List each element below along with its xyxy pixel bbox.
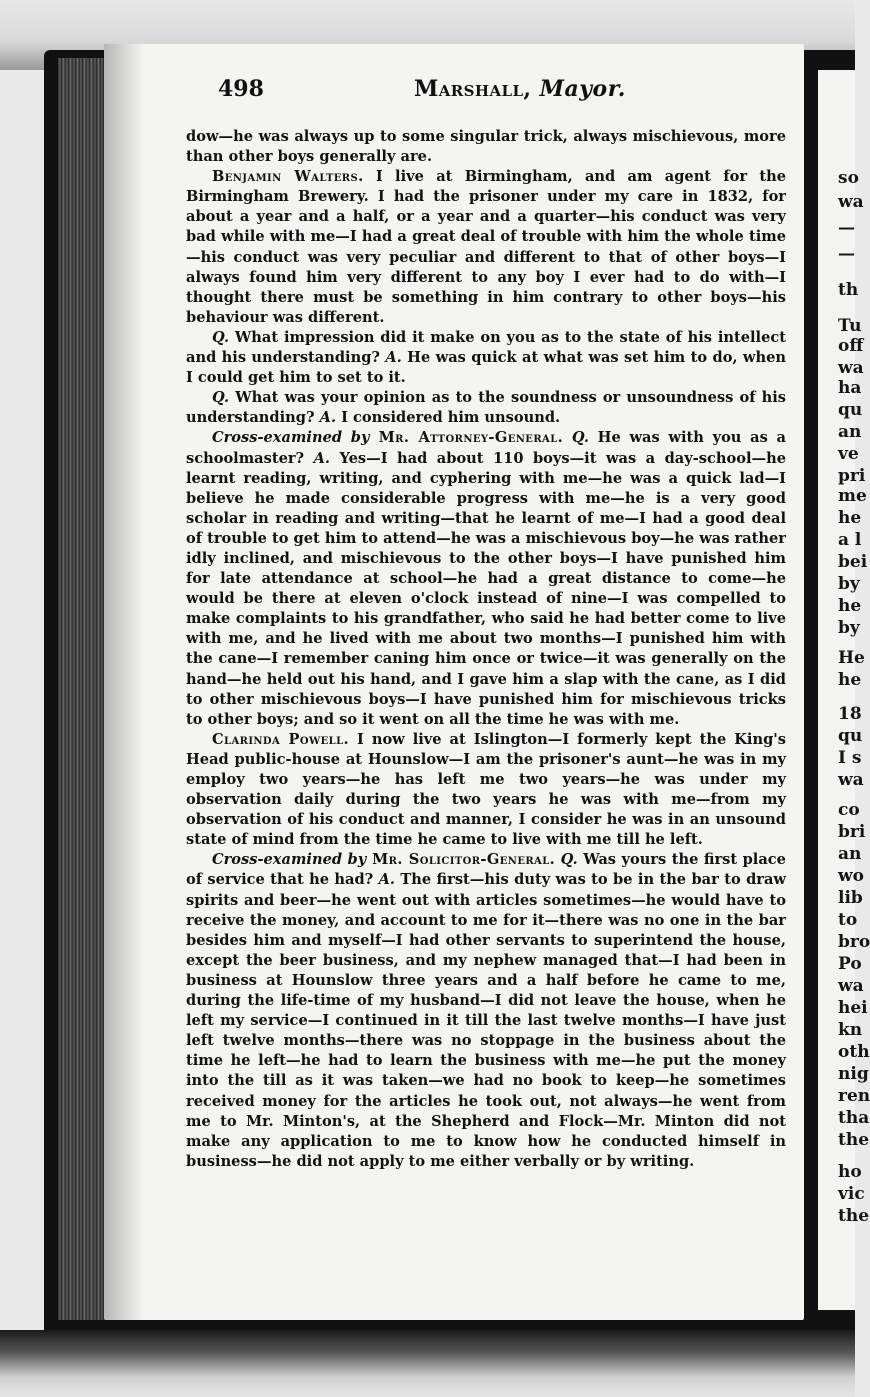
- running-head-title: Mayor.: [539, 76, 626, 102]
- facing-page-fragment: 18: [838, 704, 862, 724]
- facing-page-fragment: co: [838, 800, 860, 820]
- italic-text: A.: [378, 871, 395, 889]
- facing-page-fragment: wa: [838, 192, 864, 212]
- facing-page-fragment: qu: [838, 400, 863, 420]
- facing-page-fragment: ha: [838, 378, 862, 398]
- text-run: I now live at Islington—I formerly kept the King's Head public-house at Hounslow—I am the prisoner's aunt—he was in my employ two years—he has left me two years—he was under my observation daily during the two years he was with me—from my observation of his conduct and manner, I consider he was in an unsound state of mind from the time he came to live with me till he left.: [186, 730, 786, 849]
- facing-page-fragment: nig: [838, 1064, 869, 1084]
- italic-text: Q.: [560, 851, 578, 869]
- running-head-name: Marshall,: [414, 76, 532, 102]
- paragraph-p5: [186, 428, 786, 729]
- text-run: Was yours the first place of service that he had?: [186, 851, 786, 889]
- speaker-name: Benjamin Walters.: [212, 168, 364, 186]
- italic-text: A.: [319, 409, 337, 427]
- facing-page-fragment: kn: [838, 1020, 863, 1040]
- facing-page-fragment: an: [838, 422, 862, 442]
- facing-page-fragment: th: [838, 280, 859, 300]
- facing-page-fragment: I s: [838, 748, 862, 768]
- text-run: What impression did it make on you as to the state of his intellect and his understanding?: [186, 328, 786, 367]
- facing-page-fragment: he: [838, 596, 862, 616]
- facing-page-fragment: bei: [838, 552, 868, 572]
- facing-page-fragment: me: [838, 486, 867, 506]
- speaker-name: Mr. Attorney-General.: [369, 429, 564, 447]
- facing-page-fragment: bro: [838, 932, 870, 952]
- italic-text: A.: [313, 449, 330, 467]
- paragraph-p3: [186, 328, 786, 388]
- facing-page-fragment: wa: [838, 358, 864, 378]
- facing-page-fragment: wa: [838, 770, 864, 790]
- facing-page-fragment: qu: [838, 726, 863, 746]
- facing-page-fragment: by: [838, 574, 860, 594]
- facing-page-fragment: a l: [838, 530, 862, 550]
- paragraph-p6: [186, 730, 786, 851]
- text-run: Yes—I had about 110 boys—it was a day-school—he learnt reading, writing, and cyphering with me—he was a quick lad—I believe he made considerable progress with me—he is a very good scholar in reading and writing—that he learnt of me—I had a good deal of trouble to get him to attend—he was a mischievous boy—he was rather idly inclined, and mischievous to the other boys—I have punished him for late attendance at school—he had a great distance to come—he would be there at eleven o'clock instead of nine—I was compelled to make complaints to his grandfather, who said he had better come to live with me, and he lived with me about two months—I punished him with the cane—I remember caning him once or twice—it was generally on the hand—he held out his hand, and I gave him a slap with the cane, as I did to other mischievous boys—I have punished him for mischievous tricks to other boys; and so it went on all the time he was with me.: [186, 449, 787, 728]
- text-run: I live at Birmingham, and am agent for the Birmingham Brewery. I had the prisoner under my care in 1832, for about a year and a half, or a year and a quarter—his conduct was very bad while with me—I had a great deal of trouble with him the whole time—his conduct was very peculiar and different to that of other boys—I always found him very different to any boy I ever had to do with—I thought there must be something in him contrary to other boys—his behaviour was different.: [186, 168, 786, 326]
- facing-page-fragment: ren: [838, 1086, 870, 1106]
- facing-page-fragment: ho: [838, 1162, 862, 1182]
- facing-page-edge: [818, 70, 870, 1310]
- italic-text: Q.: [571, 429, 589, 447]
- running-head: [414, 76, 626, 102]
- facing-page-fragment: —: [838, 218, 855, 238]
- facing-page-fragment: an: [838, 844, 862, 864]
- paragraph-p4: [186, 388, 786, 428]
- facing-page-fragment: oth: [838, 1042, 870, 1062]
- page-number: 498: [218, 76, 264, 102]
- facing-page-fragment: by: [838, 618, 860, 638]
- text-run: The first—his duty was to be in the bar to draw spirits and beer—he went out with articles sometimes—he would have to receive the money, and account to me for it—there was no one in the bar besides him and myself—I had other servants to superintend the house, except the beer business, and my nephew managed that—I had been in business at Hounslow three years and a half before he came to me, during the life-time of my husband—I did not leave the house, when he left my service—I continued in it till the last twelve months—I have just left twelve months—there was no stoppage in the business about the time he left—he had to learn the business with me—he put the money into the till as it was taken—we had no book to keep—he sometimes received money for the articles he took out, not always—he went from me to Mr. Minton's, at the Shepherd and Flock—Mr. Minton did not make any application to me to know how he conducted himself in business—he did not apply to me either verbally or by writing.: [186, 871, 786, 1170]
- facing-page-fragment: off: [838, 336, 864, 356]
- facing-page-fragment: —: [838, 244, 855, 264]
- facing-page-fragment: lib: [838, 888, 863, 908]
- facing-page-fragment: he: [838, 670, 862, 690]
- facing-page-fragment: the: [838, 1206, 870, 1226]
- facing-page-fragment: bri: [838, 822, 866, 842]
- text-run: What was your opinion as to the soundness or unsoundness of his understanding?: [186, 389, 786, 427]
- gutter-shadow: [104, 44, 144, 1320]
- facing-page-fragment: to: [838, 910, 858, 930]
- facing-page-fragment: he: [838, 508, 862, 528]
- text-run: I considered him unsound.: [336, 409, 561, 427]
- facing-page-fragment: the: [838, 1130, 870, 1150]
- speaker-name: Clarinda Powell.: [212, 730, 350, 748]
- scanner-background-bottom: [0, 1330, 855, 1397]
- facing-page-fragment: pri: [838, 466, 866, 486]
- italic-text: A.: [385, 349, 402, 367]
- facing-page-fragment: ve: [838, 444, 859, 464]
- page-header: [218, 76, 788, 106]
- facing-page-fragment: wa: [838, 976, 864, 996]
- italic-text: Q.: [212, 389, 230, 407]
- page-body-text: [186, 127, 786, 1172]
- facing-page-fragment: tha: [838, 1108, 870, 1128]
- facing-page-fragment: hei: [838, 998, 868, 1018]
- italic-text: Q.: [212, 328, 230, 346]
- paragraph-p1: [186, 127, 786, 167]
- italic-text: Cross-examined by: [212, 851, 367, 869]
- facing-page-fragment: so: [838, 168, 859, 188]
- text-run: He was with you as a schoolmaster?: [186, 429, 786, 467]
- speaker-name: Mr. Solicitor-General.: [366, 851, 556, 869]
- facing-page-fragment: Tu: [838, 316, 862, 336]
- paragraph-p2: [186, 167, 786, 328]
- facing-page-fragment: wo: [838, 866, 864, 886]
- facing-page-fragment: He: [838, 648, 865, 668]
- facing-page-fragment: Po: [838, 954, 862, 974]
- text-run: He was quick at what was set him to do, when I could get him to set to it.: [186, 349, 786, 387]
- text-run: [563, 429, 572, 446]
- italic-text: Cross-examined by: [212, 429, 370, 447]
- paragraph-p7: [186, 850, 786, 1172]
- facing-page-fragment: vic: [838, 1184, 865, 1204]
- text-run: dow—he was always up to some singular trick, always mischievous, more than other boys generally are.: [186, 128, 786, 166]
